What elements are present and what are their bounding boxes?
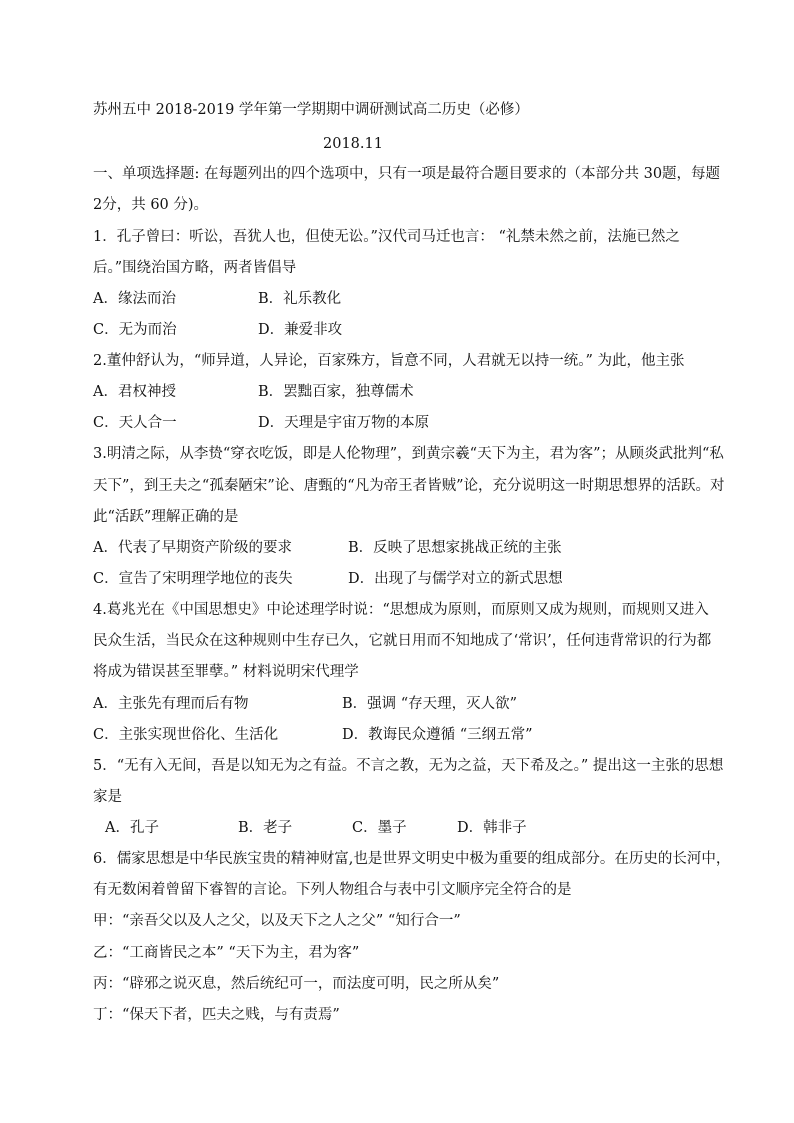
question-1-option-d: D．兼爱非攻 [258, 322, 343, 338]
question-5-option-c: C．墨子 [352, 820, 407, 836]
question-3-option-a: A．代表了早期资产阶级的要求 [93, 540, 292, 556]
question-4-option-a: A．主张先有理而后有物 [93, 696, 249, 712]
question-2-option-b: B．罢黜百家，独尊儒术 [258, 384, 414, 400]
question-2-stem-line1: 2.董仲舒认为，“师异道，人异论，百家殊方，旨意不同，人君就无以持一统。” 为此，他主张 [93, 353, 685, 369]
question-1-option-a: A．缘法而治 [93, 291, 176, 307]
exam-title: 苏州五中 2018-2019 学年第一学期期中调研测试高二历史（必修） [93, 102, 529, 118]
question-3-option-b: B．反映了思想家挑战正统的主张 [348, 540, 562, 556]
question-2-option-d: D．天理是宇宙万物的本原 [258, 415, 430, 431]
question-1-option-c: C．无为而治 [93, 322, 177, 338]
question-4-stem-line2: 民众生活，当民众在这种规则中生存已久，它就日用而不知地成了‘常识’，任何违背常识的行为都 [93, 633, 712, 649]
question-4-option-d: D．教诲民众遵循 “三纲五常” [342, 727, 533, 743]
question-6-item-jia: 甲：“亲吾父以及人之父，以及天下之人之父” “知行合一” [93, 913, 461, 929]
question-3-option-c: C．宣告了宋明理学地位的丧失 [93, 571, 293, 587]
question-1-stem-line1: 1．孔子曾曰：听讼，吾犹人也，但使无讼。”汉代司马迁也言： “礼禁未然之前，法施已然之 [93, 229, 680, 245]
question-5-option-a: A．孔子 [105, 820, 159, 836]
section-instructions-line2: 2分，共 60 分)。 [93, 197, 209, 213]
section-instructions-line1: 一、单项选择题: 在每题列出的四个选项中，只有一项是最符合题目要求的（本部分共 30题，每题 [93, 166, 721, 182]
question-4-stem-line1: 4.葛兆光在《中国思想史》中论述理学时说：“思想成为原则，而原则又成为规则，而规则又进入 [93, 602, 709, 618]
question-2-option-c: C．天人合一 [93, 415, 177, 431]
question-1-stem-line2: 后。”围绕治国方略，两者皆倡导 [93, 260, 297, 276]
question-6-item-ding: 丁：“保天下者，匹夫之贱，与有责焉” [93, 1007, 340, 1023]
question-6-item-yi: 乙：“工商皆民之本” “天下为主，君为客” [93, 945, 360, 961]
question-4-stem-line3: 将成为错误甚至罪孽。” 材料说明宋代理学 [93, 664, 359, 680]
question-5-option-d: D．韩非子 [457, 820, 527, 836]
question-5-stem-line1: 5．“无有入无间，吾是以知无为之有益。不言之教，无为之益，天下希及之。” 提出这一主张的思想 [93, 758, 724, 774]
question-5-stem-line2: 家是 [93, 789, 122, 805]
question-6-item-bing: 丙：“辟邪之说灭息，然后统纪可一，而法度可明，民之所从矣” [93, 976, 500, 992]
question-4-option-c: C．主张实现世俗化、生活化 [93, 727, 279, 743]
question-3-stem-line3: 此“活跃”理解正确的是 [93, 509, 239, 525]
question-3-stem-line2: 天下”，到王夫之“孤秦陋宋”论、唐甄的“凡为帝王者皆贼”论，充分说明这一时期思想界的活跃。对 [93, 478, 725, 494]
question-4-option-b: B．强调 “存天理，灭人欲” [342, 696, 518, 712]
question-5-option-b: B．老子 [238, 820, 293, 836]
question-1-option-b: B．礼乐教化 [258, 291, 342, 307]
exam-date: 2018.11 [323, 136, 383, 152]
question-3-stem-line1: 3.明清之际，从李贽“穿衣吃饭，即是人伦物理”，到黄宗羲“天下为主，君为客”；从顾炎武批判“私 [93, 446, 724, 462]
question-6-stem-line2: 有无数闲着曾留下睿智的言论。下列人物组合与表中引文顺序完全符合的是 [93, 882, 572, 898]
question-6-stem-line1: 6．儒家思想是中华民族宝贵的精神财富,也是世界文明史中极为重要的组成部分。在历史的长河中， [93, 851, 731, 867]
question-3-option-d: D．出现了与儒学对立的新式思想 [348, 571, 563, 587]
question-2-option-a: A．君权神授 [93, 384, 176, 400]
